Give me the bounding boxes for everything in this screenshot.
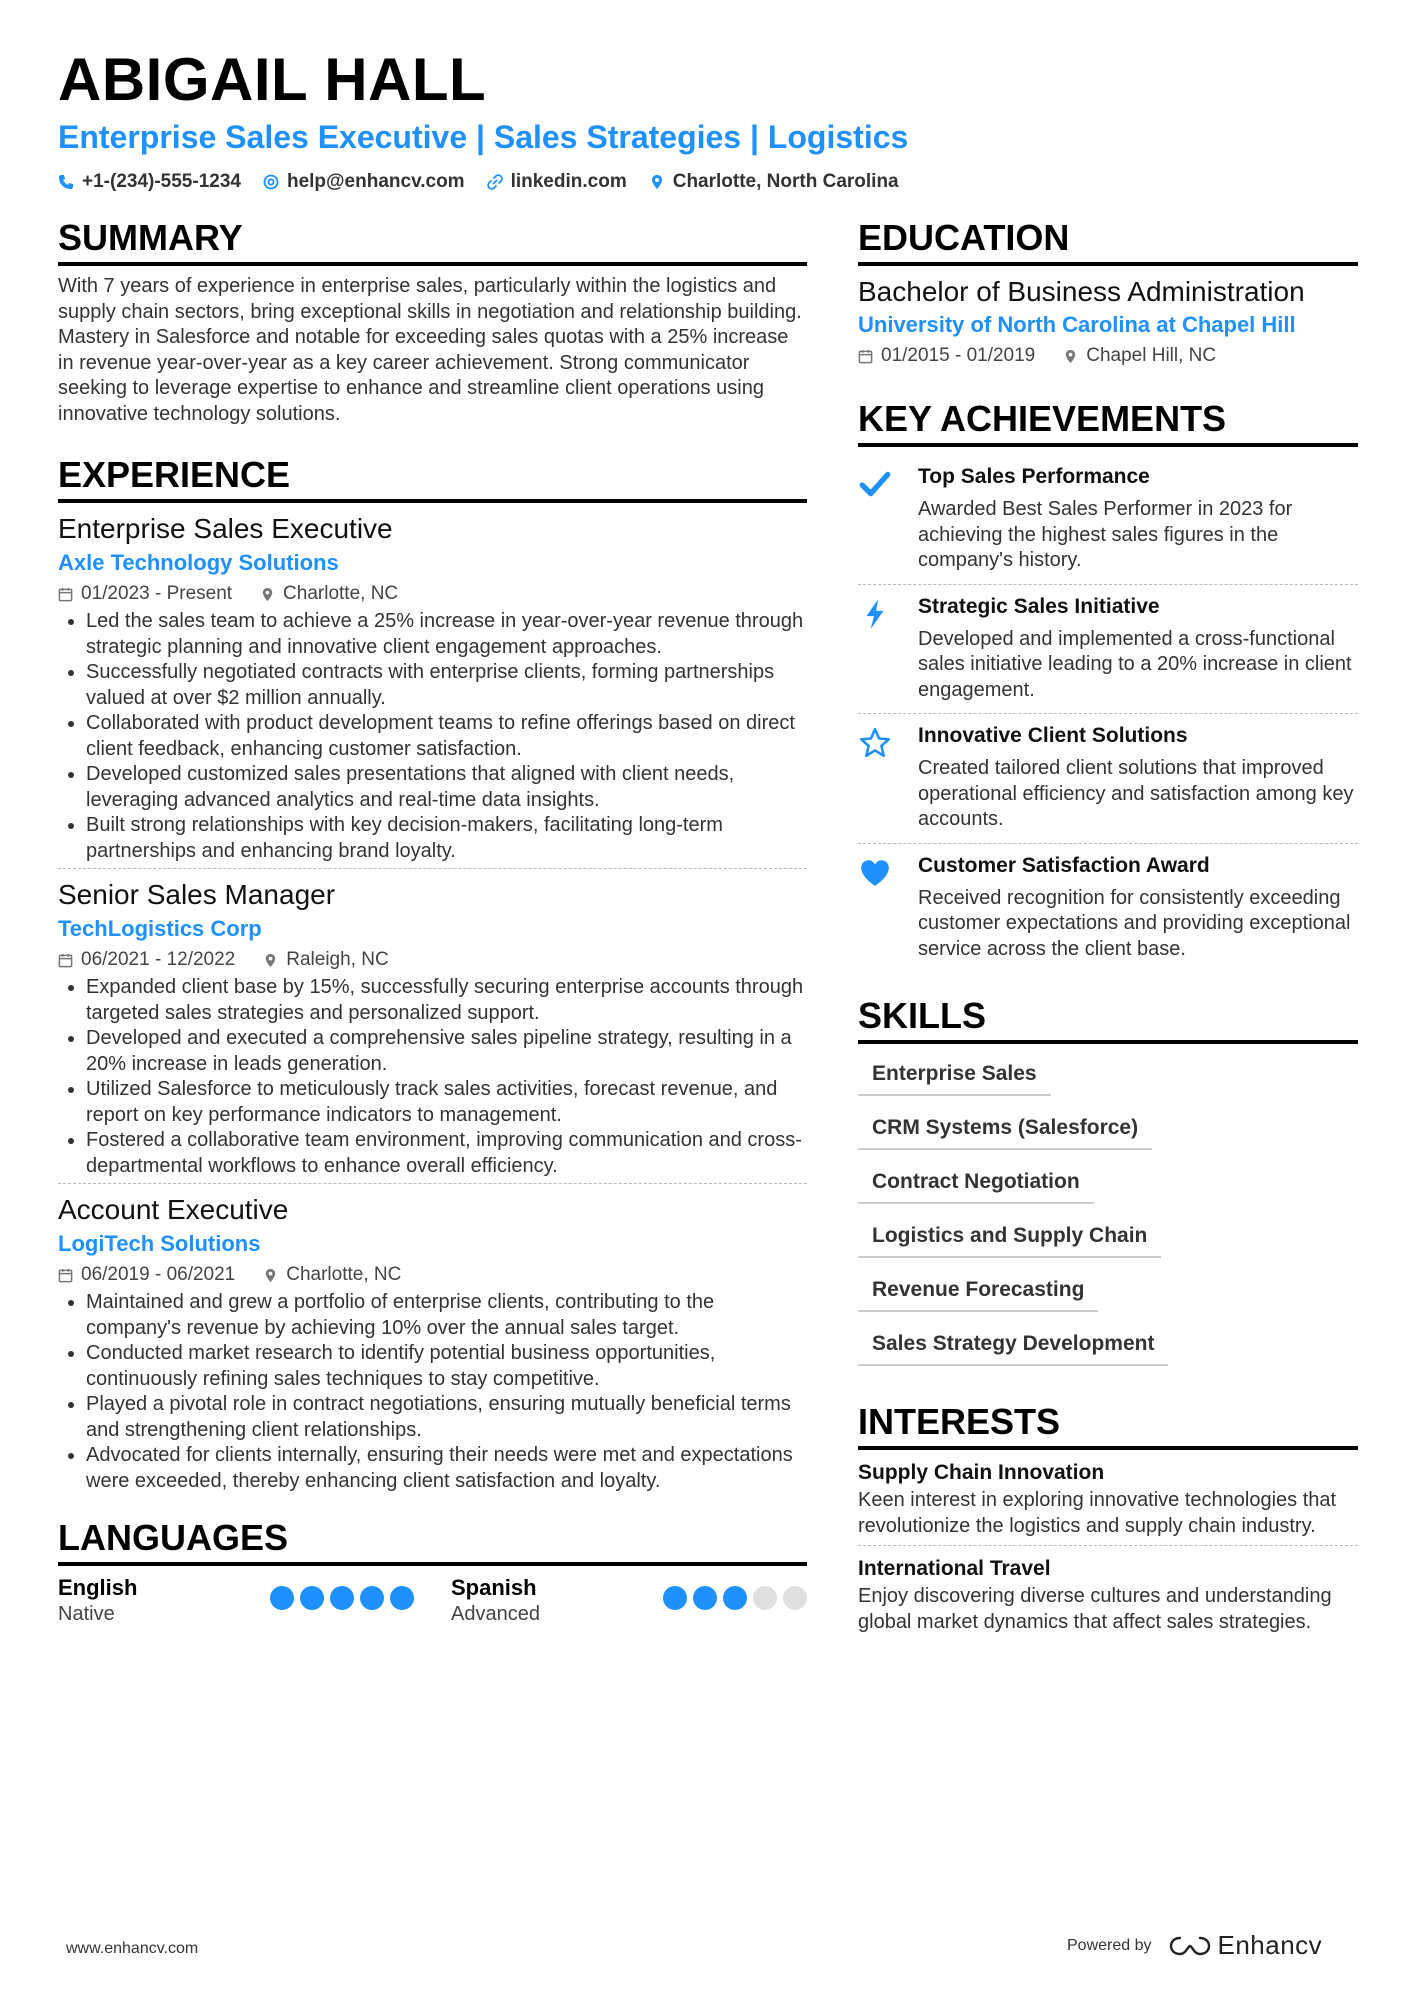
job-bullet: • Developed customized sales presentations that aligned with client needs, leveraging advanced analytics and real-time data insights. bbox=[86, 762, 807, 813]
experience-heading: EXPERIENCE bbox=[58, 453, 807, 503]
footer-branding bbox=[1067, 1930, 1322, 1961]
languages-list bbox=[58, 1574, 807, 1627]
location-text: Charlotte, North Carolina bbox=[672, 171, 899, 192]
achievement-item bbox=[858, 844, 1358, 973]
company-name: Axle Technology Solutions bbox=[58, 550, 339, 575]
rating-dot-filled bbox=[723, 1586, 747, 1610]
job-dates: 01/2023 - Present bbox=[81, 583, 233, 604]
calendar-icon bbox=[58, 1268, 73, 1283]
job-bullet: • Successfully negotiated contracts with enterprise clients, forming partnerships valued at over $2 million annually. bbox=[86, 660, 807, 711]
achievements-heading: KEY ACHIEVEMENTS bbox=[858, 397, 1358, 447]
job-meta bbox=[58, 1260, 807, 1290]
location-pin-icon bbox=[263, 1268, 278, 1283]
contact-bar bbox=[58, 168, 899, 196]
languages-section bbox=[58, 1516, 807, 1627]
achievement-item bbox=[858, 455, 1358, 585]
job-bullet: • Conducted market research to identify potential business opportunities, continuously refining sales techniques to stay competitive. bbox=[86, 1341, 807, 1392]
phone-number: +1-(234)-555-1234 bbox=[82, 171, 241, 192]
achievement-title: Customer Satisfaction Award bbox=[918, 853, 1210, 877]
language-item bbox=[451, 1574, 807, 1627]
rating-dot-empty bbox=[783, 1586, 807, 1610]
star-icon bbox=[858, 726, 892, 760]
language-rating bbox=[663, 1586, 807, 1610]
languages-heading: LANGUAGES bbox=[58, 1516, 807, 1566]
job-bullets bbox=[58, 1290, 807, 1494]
job-dates: 06/2019 - 06/2021 bbox=[81, 1264, 236, 1285]
linkedin-url: linkedin.com bbox=[510, 171, 627, 192]
interest-item bbox=[858, 1458, 1358, 1546]
contact-phone[interactable] bbox=[58, 168, 241, 196]
interest-item bbox=[858, 1554, 1358, 1641]
location-pin-icon bbox=[260, 587, 275, 602]
achievement-text: Developed and implemented a cross-functional sales initiative leading to a 20% increase in client engagement. bbox=[918, 627, 1352, 701]
skill-tag: Logistics and Supply Chain bbox=[858, 1218, 1161, 1258]
email-address: help@enhancv.com bbox=[286, 171, 465, 192]
job-bullet: • Utilized Salesforce to meticulously track sales activities, forecast revenue, and report on key performance indicators to management. bbox=[86, 1077, 807, 1128]
summary-text: With 7 years of experience in enterprise sales, particularly within the logistics and supply chain sectors, bring exceptional skills in negotiation and relationship building. Mastery in Salesforce and notable for exceeding sales quotas with a 25% increase in revenue year-over-year as a key career achievement. Strong communicator seeking to leverage expertise to enhance and streamline client operations using innovative technology solutions. bbox=[58, 275, 802, 425]
interests-heading: INTERESTS bbox=[858, 1400, 1358, 1450]
calendar-icon bbox=[58, 953, 73, 968]
job-bullet: • Played a pivotal role in contract negotiations, ensuring mutually beneficial terms and strengthening client relationships. bbox=[86, 1392, 807, 1443]
job-meta bbox=[58, 579, 807, 609]
achievement-title: Top Sales Performance bbox=[918, 465, 1150, 488]
interest-text: Keen interest in exploring innovative technologies that revolutionize the logistics and supply chain industry. bbox=[858, 1489, 1337, 1537]
job-meta bbox=[58, 945, 807, 975]
powered-by-label: Powered by bbox=[1067, 1936, 1152, 1954]
job-title: Enterprise Sales Executive bbox=[58, 513, 393, 544]
candidate-name: ABIGAIL HALL bbox=[58, 46, 487, 113]
job-location: Charlotte, NC bbox=[283, 583, 399, 604]
achievements-section bbox=[858, 397, 1358, 972]
company-name: LogiTech Solutions bbox=[58, 1231, 261, 1256]
job-location: Raleigh, NC bbox=[286, 949, 389, 970]
achievement-title: Strategic Sales Initiative bbox=[918, 594, 1160, 618]
achievement-title: Innovative Client Solutions bbox=[918, 724, 1188, 747]
summary-section bbox=[58, 216, 807, 427]
calendar-icon bbox=[858, 349, 873, 364]
contact-linkedin[interactable] bbox=[487, 168, 627, 196]
language-name: English bbox=[58, 1575, 138, 1600]
experience-section bbox=[58, 453, 807, 1498]
calendar-icon bbox=[58, 587, 73, 602]
skills-list bbox=[858, 1056, 1358, 1380]
enhancv-logo-icon bbox=[1168, 1934, 1212, 1958]
candidate-tagline: Enterprise Sales Executive | Sales Strategies | Logistics bbox=[58, 119, 909, 155]
interests-section bbox=[858, 1400, 1358, 1641]
heart-icon bbox=[858, 856, 892, 890]
link-icon bbox=[487, 174, 503, 190]
education-meta bbox=[858, 341, 1358, 371]
rating-dot-filled bbox=[663, 1586, 687, 1610]
rating-dot-filled bbox=[693, 1586, 717, 1610]
interest-title: International Travel bbox=[858, 1557, 1051, 1580]
skills-section bbox=[858, 994, 1358, 1380]
job-bullet: • Built strong relationships with key decision-makers, facilitating long-term partnerships and enhancing brand loyalty. bbox=[86, 813, 807, 864]
location-pin-icon bbox=[649, 174, 665, 190]
skill-tag: Sales Strategy Development bbox=[858, 1326, 1168, 1366]
rating-dot-filled bbox=[300, 1586, 324, 1610]
job-bullet: • Developed and executed a comprehensive sales pipeline strategy, resulting in a 20% increase in leads generation. bbox=[86, 1026, 807, 1077]
language-rating bbox=[270, 1586, 414, 1610]
right-column bbox=[858, 216, 1358, 1649]
job-title: Account Executive bbox=[58, 1194, 289, 1225]
language-name: Spanish bbox=[451, 1575, 537, 1600]
job-title: Senior Sales Manager bbox=[58, 879, 336, 910]
contact-email[interactable] bbox=[263, 168, 465, 196]
achievement-item bbox=[858, 714, 1358, 844]
skills-heading: SKILLS bbox=[858, 994, 1358, 1044]
language-item bbox=[58, 1574, 414, 1627]
rating-dot-empty bbox=[753, 1586, 777, 1610]
lightning-bolt-icon bbox=[858, 597, 892, 631]
achievement-item bbox=[858, 585, 1358, 715]
summary-heading: SUMMARY bbox=[58, 216, 807, 266]
skill-tag: Enterprise Sales bbox=[858, 1056, 1051, 1096]
rating-dot-filled bbox=[330, 1586, 354, 1610]
education-dates: 01/2015 - 01/2019 bbox=[881, 345, 1036, 366]
job-bullet: • Fostered a collaborative team environment, improving communication and cross-departmental workflows to enhance overall efficiency. bbox=[86, 1128, 807, 1179]
job-entry bbox=[58, 877, 807, 1184]
job-bullet: • Collaborated with product development teams to refine offerings based on direct client feedback, enhancing customer satisfaction. bbox=[86, 711, 807, 762]
rating-dot-filled bbox=[360, 1586, 384, 1610]
interest-text: Enjoy discovering diverse cultures and understanding global market dynamics that affect sales strategies. bbox=[858, 1585, 1332, 1633]
language-level: Native bbox=[58, 1603, 115, 1625]
job-bullets bbox=[58, 609, 807, 864]
job-bullets bbox=[58, 975, 807, 1179]
company-name: TechLogistics Corp bbox=[58, 916, 262, 941]
job-bullet: • Maintained and grew a portfolio of enterprise clients, contributing to the company's revenue by achieving 10% over the annual sales target. bbox=[86, 1290, 807, 1341]
job-bullet: • Advocated for clients internally, ensuring their needs were met and expectations were exceeded, thereby enhancing client satisfaction and loyalty. bbox=[86, 1443, 807, 1494]
phone-icon bbox=[58, 174, 74, 190]
job-location: Charlotte, NC bbox=[286, 1264, 402, 1285]
job-bullet: • Led the sales team to achieve a 25% increase in year-over-year revenue through strategic planning and innovative client engagement approaches. bbox=[86, 609, 807, 660]
location-pin-icon bbox=[1063, 349, 1078, 364]
footer-website[interactable]: www.enhancv.com bbox=[66, 1940, 199, 1957]
achievement-text: Awarded Best Sales Performer in 2023 for achieving the highest sales figures in the company's history. bbox=[918, 498, 1293, 571]
job-entry bbox=[58, 1192, 807, 1498]
brand-logo[interactable] bbox=[1168, 1930, 1323, 1961]
job-entry bbox=[58, 511, 807, 869]
language-level: Advanced bbox=[451, 1603, 540, 1625]
achievement-text: Created tailored client solutions that improved operational efficiency and satisfaction among key accounts. bbox=[918, 757, 1354, 830]
location-pin-icon bbox=[263, 953, 278, 968]
achievement-text: Received recognition for consistently exceeding customer expectations and providing exceptional service across the client base. bbox=[918, 886, 1351, 960]
checkmark-icon bbox=[858, 467, 892, 501]
skill-tag: Contract Negotiation bbox=[858, 1164, 1094, 1204]
rating-dot-filled bbox=[270, 1586, 294, 1610]
education-section bbox=[858, 216, 1358, 371]
education-location: Chapel Hill, NC bbox=[1086, 345, 1217, 366]
skill-tag: Revenue Forecasting bbox=[858, 1272, 1098, 1312]
education-school: University of North Carolina at Chapel Hill bbox=[858, 312, 1296, 337]
brand-name: Enhancv bbox=[1217, 1930, 1323, 1960]
left-column bbox=[58, 216, 807, 1627]
job-bullet: • Expanded client base by 15%, successfully securing enterprise accounts through targeted sales strategies and personalized support. bbox=[86, 975, 807, 1026]
rating-dot-filled bbox=[390, 1586, 414, 1610]
education-degree: Bachelor of Business Administration bbox=[858, 276, 1305, 307]
job-dates: 06/2021 - 12/2022 bbox=[81, 949, 236, 970]
at-sign-icon bbox=[263, 174, 279, 190]
education-heading: EDUCATION bbox=[858, 216, 1358, 266]
interest-title: Supply Chain Innovation bbox=[858, 1461, 1105, 1484]
contact-location bbox=[649, 168, 899, 196]
skill-tag: CRM Systems (Salesforce) bbox=[858, 1110, 1152, 1150]
